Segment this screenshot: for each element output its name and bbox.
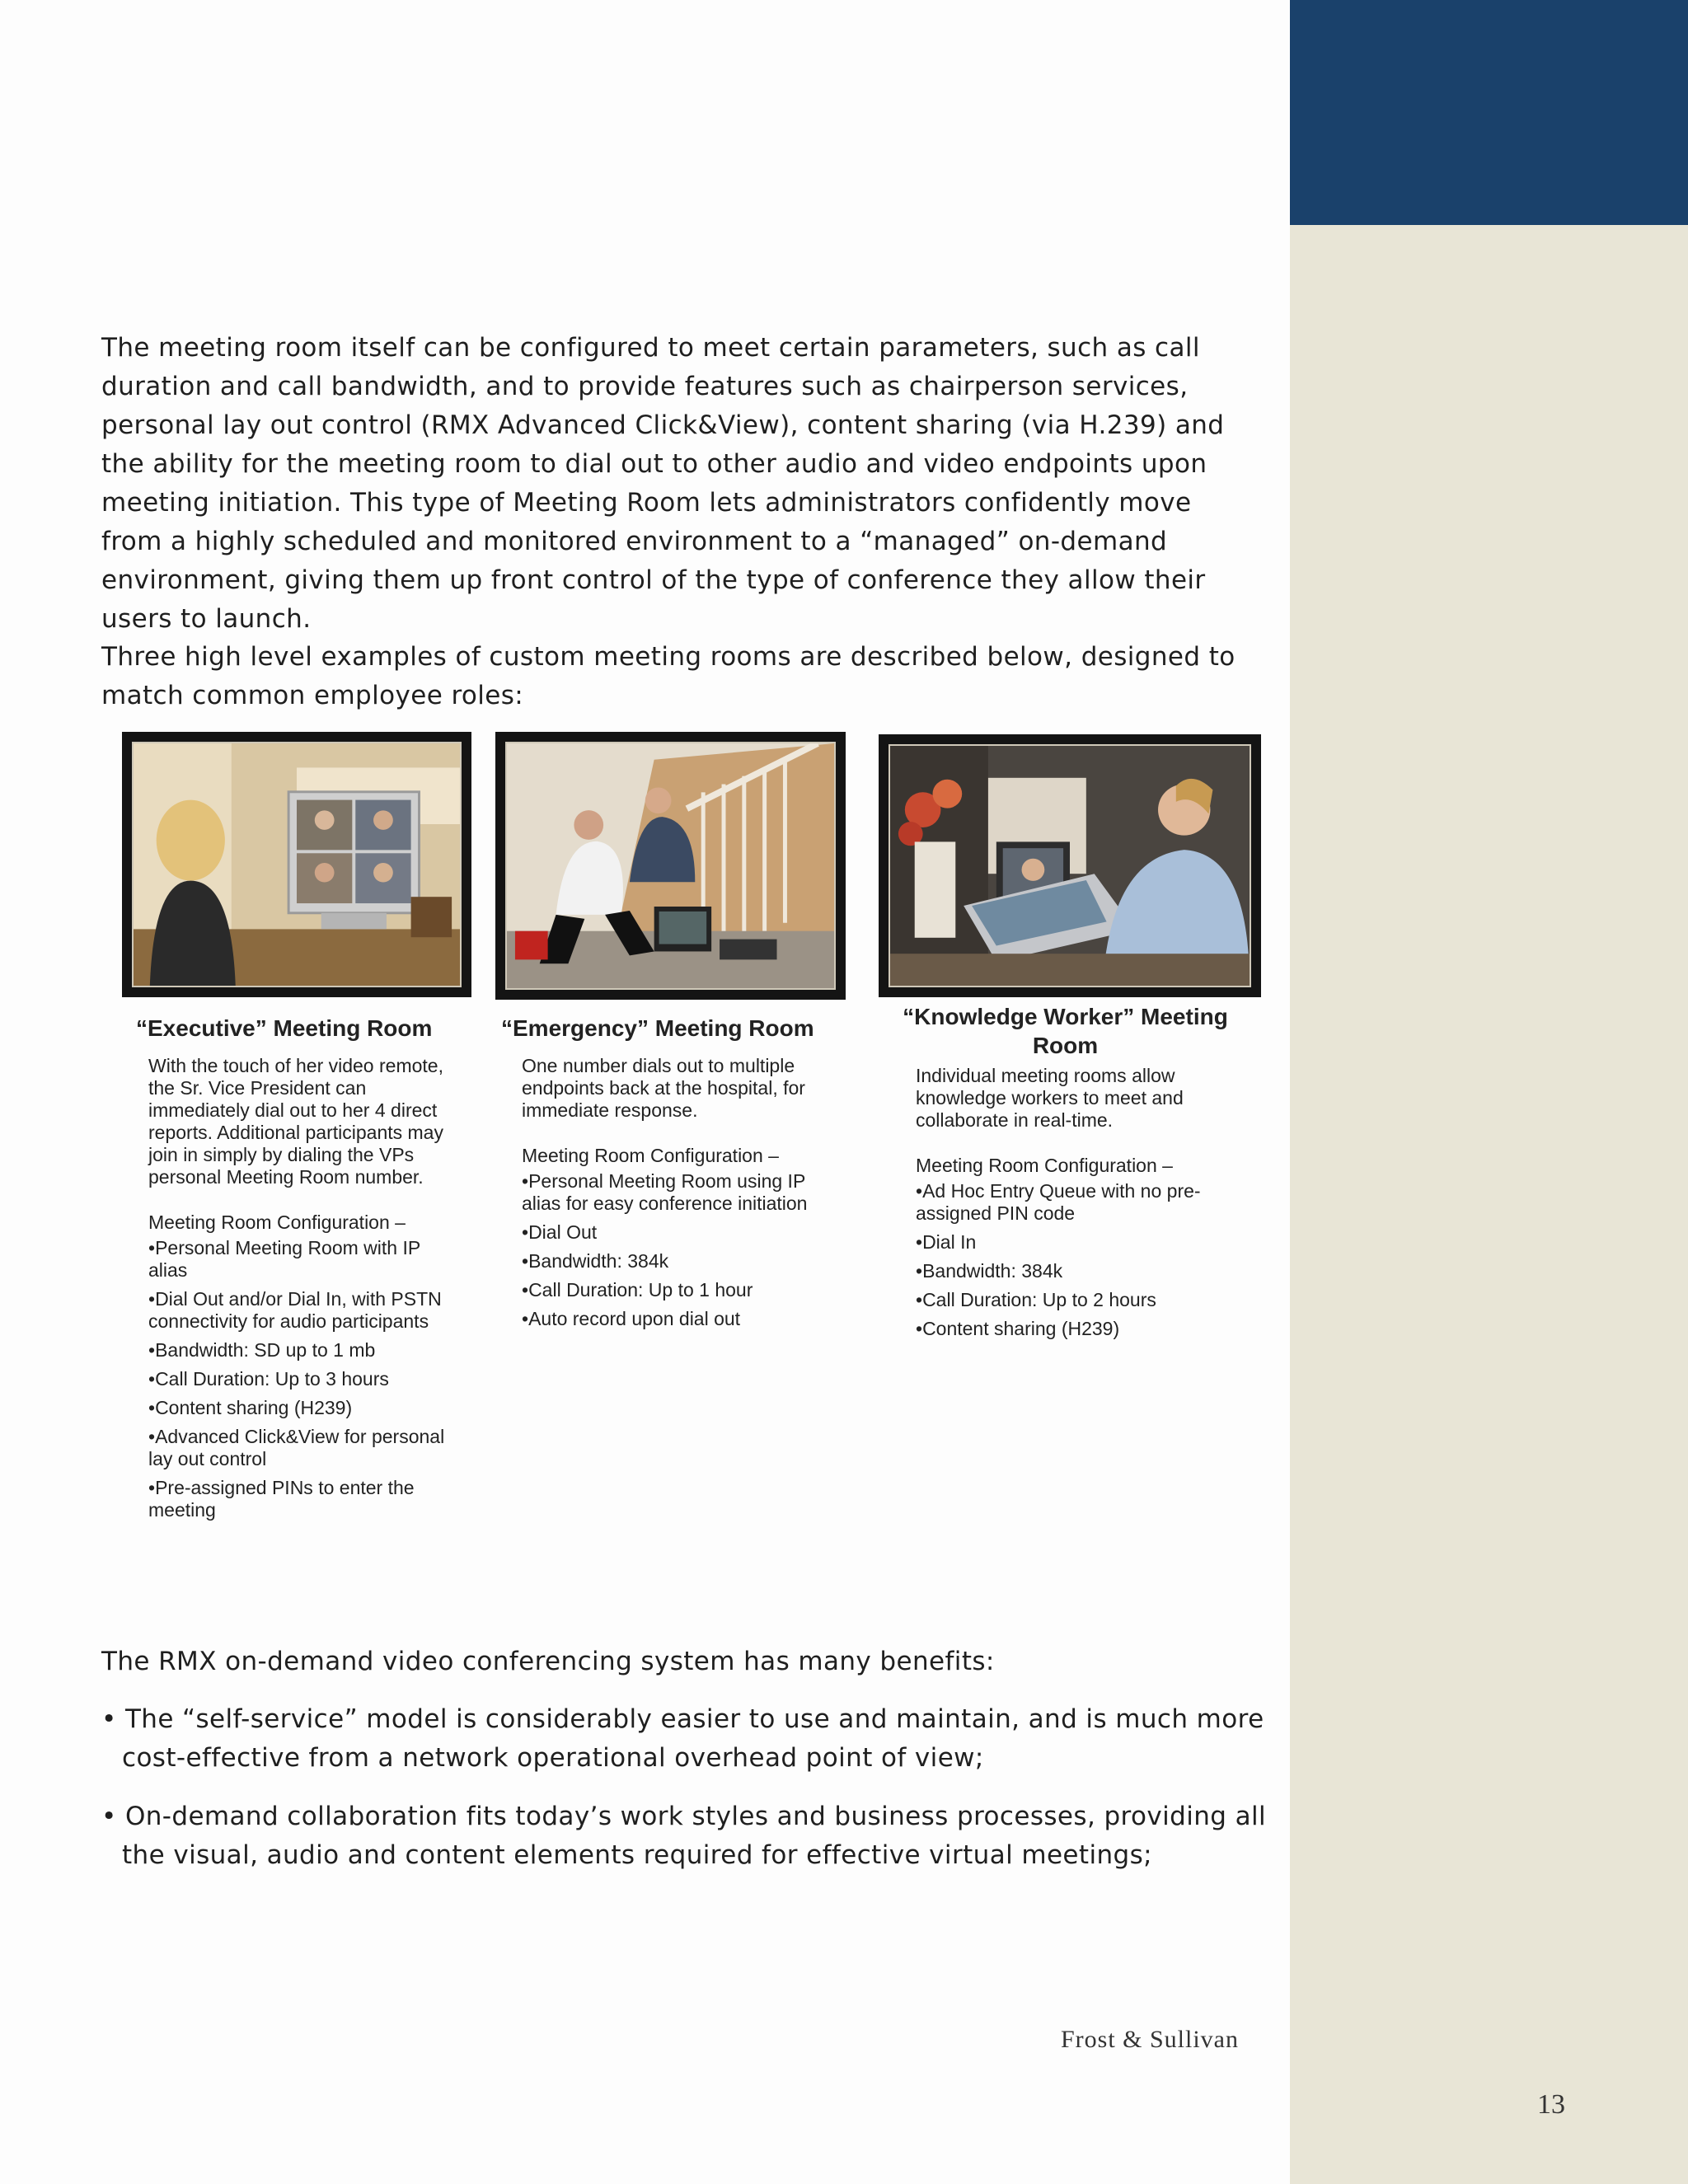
intro-paragraph-2: Three high level examples of custom meeting rooms are described below, designed to match common employee roles: — [101, 642, 1236, 710]
emergency-room-details — [522, 1055, 835, 1337]
list-item: • Personal Meeting Room with IP alias — [148, 1237, 462, 1282]
list-item: • Pre-assigned PINs to enter the meeting — [148, 1477, 462, 1521]
executive-room-title: “Executive” Meeting Room — [136, 1015, 433, 1041]
emergency-config-list — [522, 1170, 835, 1330]
list-item: • Advanced Click&View for personal lay out control — [148, 1426, 462, 1470]
emergency-config-label: Meeting Room Configuration – — [522, 1145, 779, 1166]
emergency-room-description: One number dials out to multiple endpoints back at the hospital, for immediate response. — [522, 1055, 805, 1121]
executive-config-label: Meeting Room Configuration – — [148, 1212, 406, 1233]
list-item: • Dial Out and/or Dial In, with PSTN connectivity for audio participants — [148, 1288, 462, 1333]
list-item: • Dial Out — [522, 1221, 835, 1244]
sidebar-header-block — [1290, 0, 1688, 225]
page-number: 13 — [1537, 2089, 1565, 2120]
knowledge-worker-room-photo — [879, 734, 1261, 997]
sidebar-panel — [1290, 0, 1688, 2184]
footer-brand: Frost & Sullivan — [1060, 2026, 1239, 2053]
executive-config-list — [148, 1237, 462, 1521]
list-item: • Call Duration: Up to 2 hours — [916, 1289, 1245, 1311]
executive-room-description: With the touch of her video remote, the Sr. Vice President can immediately dial out to her 4 direct reports. Additional participants may join in simply by dialing the VPs personal Meeting Room number. — [148, 1055, 443, 1188]
emergency-room-photo — [495, 732, 846, 1000]
list-item: • Dial In — [916, 1231, 1245, 1254]
benefit-item-1: • The “self-service” model is considerably easier to use and maintain, and is much more cost-effective from a network operational overhead point of view; — [101, 1704, 1264, 1773]
list-item: • Content sharing (H239) — [916, 1318, 1245, 1340]
knowledge-worker-config-label: Meeting Room Configuration – — [916, 1155, 1173, 1176]
executive-room-photo — [122, 732, 471, 997]
list-item: • Bandwidth: SD up to 1 mb — [148, 1339, 462, 1361]
list-item: • Ad Hoc Entry Queue with no pre-assigned PIN code — [916, 1180, 1245, 1225]
executive-room-details — [148, 1055, 462, 1528]
intro-paragraph-1: The meeting room itself can be configured to meet certain parameters, such as call duration and call bandwidth, and to provide features such as chairperson services, personal lay out control (RMX Advanced Click&View), content sharing (via H.239) and the ability for the meeting room to dial out to other audio and video endpoints upon meeting initiation. This type of Meeting Room lets administrators confidently move from a highly scheduled and monitored environment to a “managed” on-demand environment, giving them up front control of the type of conference they allow their users to launch. — [101, 333, 1225, 634]
knowledge-worker-room-details — [916, 1065, 1245, 1347]
benefit-item-2: • On-demand collaboration fits today’s work styles and business processes, providing all the visual, audio and content elements required for effective virtual meetings; — [101, 1802, 1267, 1870]
list-item: • Content sharing (H239) — [148, 1397, 462, 1419]
emergency-room-title: “Emergency” Meeting Room — [501, 1015, 814, 1041]
knowledge-worker-config-list — [916, 1180, 1245, 1340]
knowledge-worker-room-description: Individual meeting rooms allow knowledge workers to meet and collaborate in real-time. — [916, 1065, 1184, 1131]
list-item: • Auto record upon dial out — [522, 1308, 835, 1330]
list-item: • Bandwidth: 384k — [522, 1250, 835, 1272]
list-item: • Personal Meeting Room using IP alias for easy conference initiation — [522, 1170, 835, 1215]
list-item: • Call Duration: Up to 1 hour — [522, 1279, 835, 1301]
knowledge-worker-room-title: “Knowledge Worker” Meeting Room — [903, 1004, 1228, 1058]
list-item: • Call Duration: Up to 3 hours — [148, 1368, 462, 1390]
benefits-intro: The RMX on-demand video conferencing system has many benefits: — [101, 1647, 995, 1676]
list-item: • Bandwidth: 384k — [916, 1260, 1245, 1282]
